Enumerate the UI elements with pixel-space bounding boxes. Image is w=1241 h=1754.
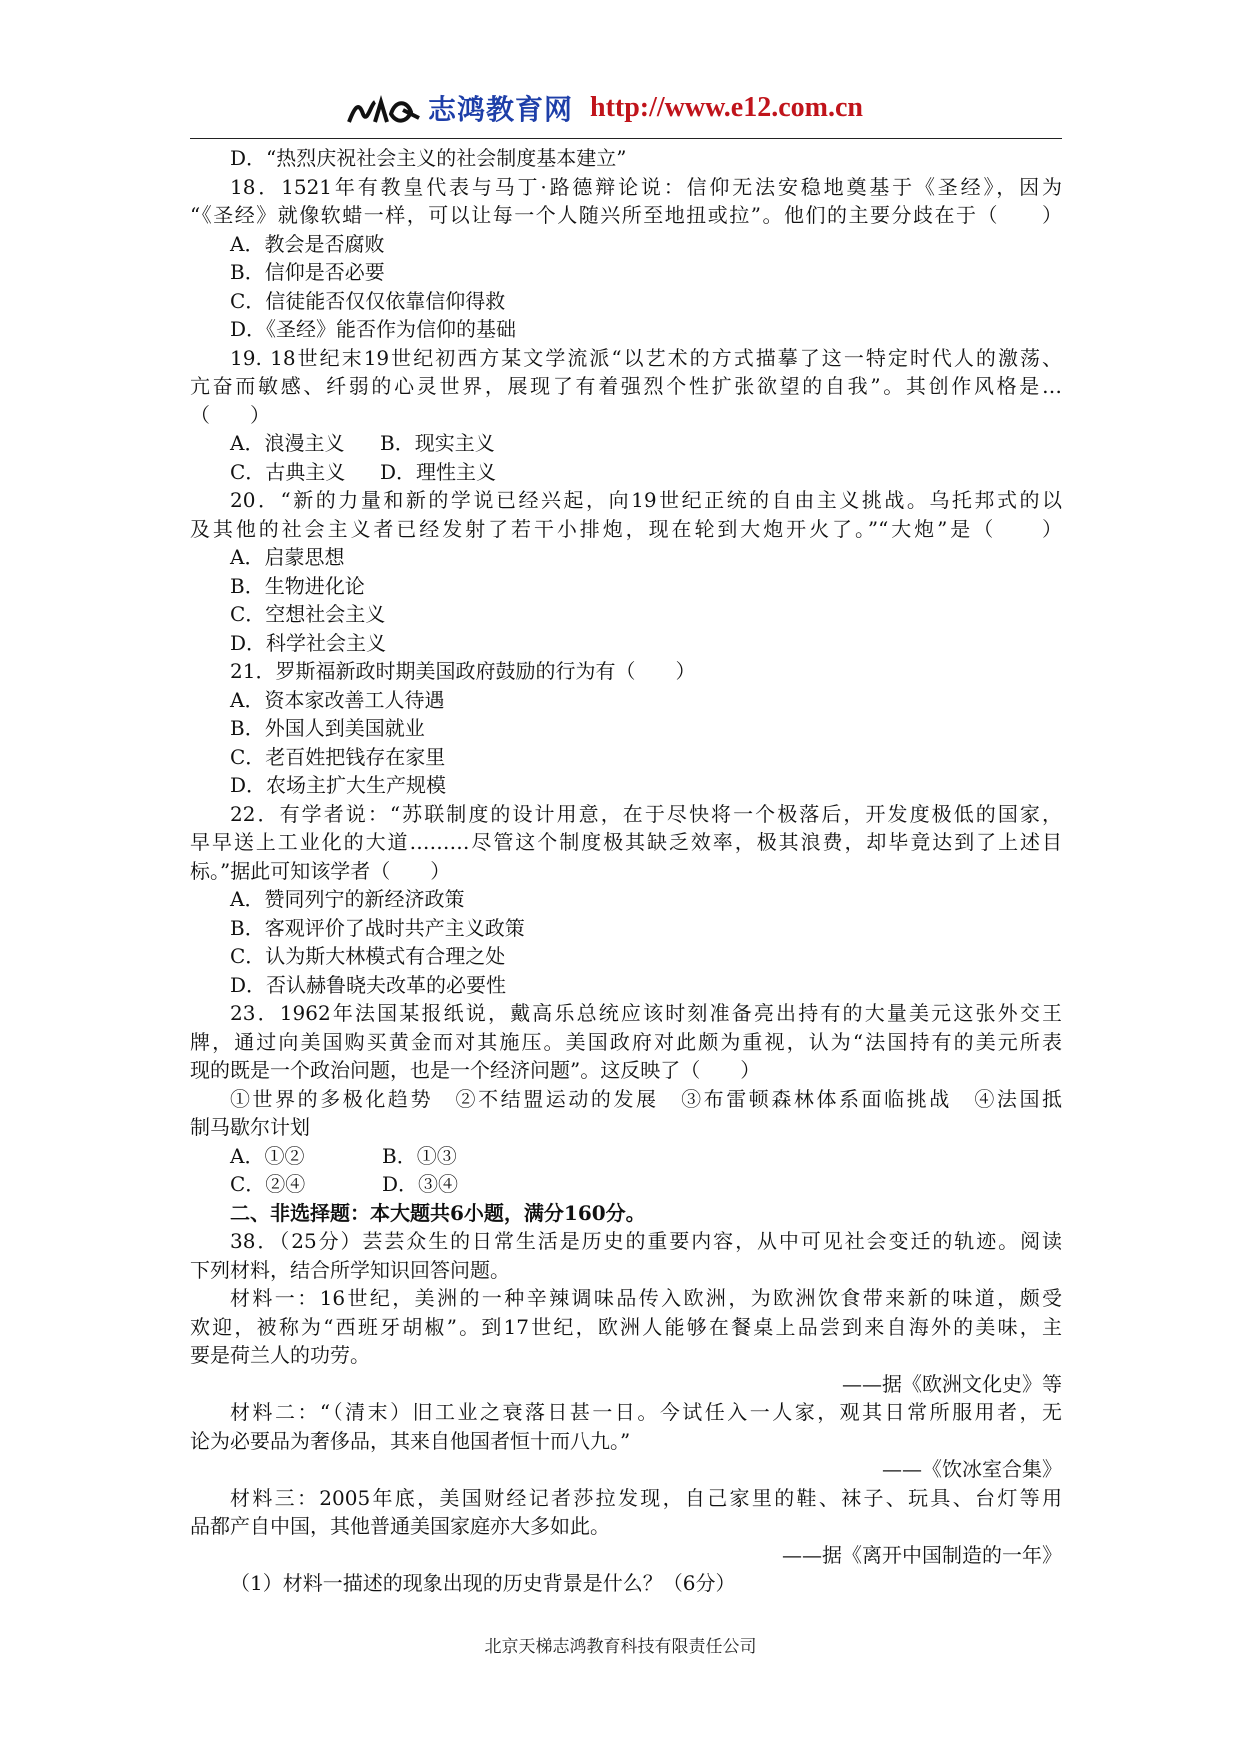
logo-icon xyxy=(345,92,423,130)
material-1-cont: 欢迎，被称为“西班牙胡椒”。到17世纪，欧洲人能够在餐桌上品尝到来自海外的美味，主 xyxy=(190,1314,1062,1339)
page-header xyxy=(190,0,1062,140)
option: B．生物进化论 xyxy=(230,573,365,598)
option: A．启蒙思想 xyxy=(230,545,345,569)
question-38-cont: 下列材料，结合所学知识回答问题。 xyxy=(190,1257,510,1282)
material-source: ——《饮冰室合集》 xyxy=(882,1457,1062,1481)
material-source: ——据《欧洲文化史》等 xyxy=(842,1371,1062,1396)
statement-list-cont: 制马歇尔计划 xyxy=(190,1115,310,1139)
question-23-cont: 现的既是一个政治问题，也是一个经济问题”。这反映了（ ） xyxy=(190,1058,761,1082)
question-22-cont: 早早送上工业化的大道………尽管这个制度极其缺乏效率，极其浪费，却毕竟达到了上述目 xyxy=(190,830,1062,854)
question-18: 18．1521年有教皇代表与马丁·路德辩论说：信仰无法安稳地奠基于《圣经》，因为 xyxy=(230,174,1062,199)
question-20: 20．“新的力量和新的学说已经兴起，向19世纪正统的自由主义挑战。乌托邦式的以 xyxy=(230,488,1062,512)
question-23-cont: 牌，通过向美国购买黄金而对其施压。美国政府对此颇为重视，认为“法国持有的美元所表 xyxy=(190,1029,1062,1054)
question-20-cont: 及其他的社会主义者已经发射了若干小排炮，现在轮到大炮开火了。”“大炮”是（ ） xyxy=(190,516,1062,541)
material-source: ——据《离开中国制造的一年》 xyxy=(782,1542,1062,1567)
option: D．③④ xyxy=(382,1172,459,1196)
material-1-cont: 要是荷兰人的功劳。 xyxy=(190,1343,370,1367)
option-row xyxy=(190,458,1062,487)
brand-name: 志鸿教育网 xyxy=(428,93,574,126)
option: A．资本家改善工人待遇 xyxy=(230,687,445,712)
page-footer: 北京天梯志鸿教育科技有限责任公司 xyxy=(484,1637,757,1657)
option: B．客观评价了战时共产主义政策 xyxy=(230,915,525,940)
option-row xyxy=(190,1170,1062,1199)
option-row xyxy=(190,1142,1062,1171)
material-3: 材料三：2005年底，美国财经记者莎拉发现，自己家里的鞋、袜子、玩具、台灯等用 xyxy=(230,1485,1062,1510)
option: C．②④ xyxy=(230,1172,306,1196)
section-heading: 二、非选择题：本大题共6小题，满分160分。 xyxy=(230,1200,646,1225)
option: A．①② xyxy=(230,1143,305,1168)
question-38: 38．（25分）芸芸众生的日常生活是历史的重要内容，从中可见社会变迁的轨迹。阅读 xyxy=(230,1229,1062,1253)
option: C．古典主义 xyxy=(230,459,346,484)
option: B．信仰是否必要 xyxy=(230,260,385,284)
option: A．赞同列宁的新经济政策 xyxy=(230,887,465,911)
option-row xyxy=(190,429,1062,458)
option: A．教会是否腐败 xyxy=(230,231,385,256)
question-22-cont: 标。”据此可知该学者（ ） xyxy=(190,858,451,883)
material-2-cont: 论为必要品为奢侈品，其来自他国者恒十而八九。” xyxy=(190,1428,631,1453)
question-19: 19. 18世纪末19世纪初西方某文学流派“以艺术的方式描摹了这一特定时代人的激荡、 xyxy=(230,345,1062,370)
material-1: 材料一：16世纪，美洲的一种辛辣调味品传入欧洲，为欧洲饮食带来新的味道，颇受 xyxy=(230,1286,1062,1310)
option: D．农场主扩大生产规模 xyxy=(230,773,447,797)
option: D．《圣经》能否作为信仰的基础 xyxy=(230,317,517,341)
answer-blank: （ ） xyxy=(190,402,270,427)
option: D．否认赫鲁晓夫改革的必要性 xyxy=(230,972,507,997)
question-19-cont: 亢奋而敏感、纤弱的心灵世界，展现了有着强烈个性扩张欲望的自我”。其创作风格是… xyxy=(190,374,1062,398)
option: C．认为斯大林模式有合理之处 xyxy=(230,944,506,968)
site-url[interactable]: http://www.e12.com.cn xyxy=(590,92,863,123)
option: A．浪漫主义 xyxy=(230,431,345,455)
option: C．空想社会主义 xyxy=(230,602,386,626)
question-22: 22．有学者说：“苏联制度的设计用意，在于尽快将一个极落后，开发度极低的国家， xyxy=(230,801,1062,826)
material-3-cont: 品都产自中国，其他普通美国家庭亦大多如此。 xyxy=(190,1514,610,1538)
option: B．①③ xyxy=(382,1143,457,1168)
option: D．科学社会主义 xyxy=(230,630,387,655)
question-18-cont: “《圣经》就像软蜡一样，可以让每一个人随兴所至地扭或拉”。他们的主要分歧在于（ ） xyxy=(190,203,1062,227)
sub-question-1: （1）材料一描述的现象出现的历史背景是什么？（6分） xyxy=(230,1571,736,1595)
question-21: 21．罗斯福新政时期美国政府鼓励的行为有（ ） xyxy=(230,659,696,683)
option-d-q17: D．“热烈庆祝社会主义的社会制度基本建立” xyxy=(230,146,627,170)
option: D．理性主义 xyxy=(380,459,497,484)
question-23: 23．1962年法国某报纸说，戴高乐总统应该时刻准备亮出持有的大量美元这张外交王 xyxy=(230,1001,1062,1025)
option: B．现实主义 xyxy=(380,431,495,455)
option: C．老百姓把钱存在家里 xyxy=(230,744,446,769)
option: C．信徒能否仅仅依靠信仰得救 xyxy=(230,288,506,313)
material-2: 材料二：“（清末）旧工业之衰落日甚一日。今试任入一人家，观其日常所服用者，无 xyxy=(230,1400,1062,1424)
document-body xyxy=(190,144,1062,1598)
statement-list: ①世界的多极化趋势 ②不结盟运动的发展 ③布雷顿森林体系面临挑战 ④法国抵 xyxy=(230,1086,1062,1111)
header-divider xyxy=(190,138,1062,139)
option: B．外国人到美国就业 xyxy=(230,716,425,740)
